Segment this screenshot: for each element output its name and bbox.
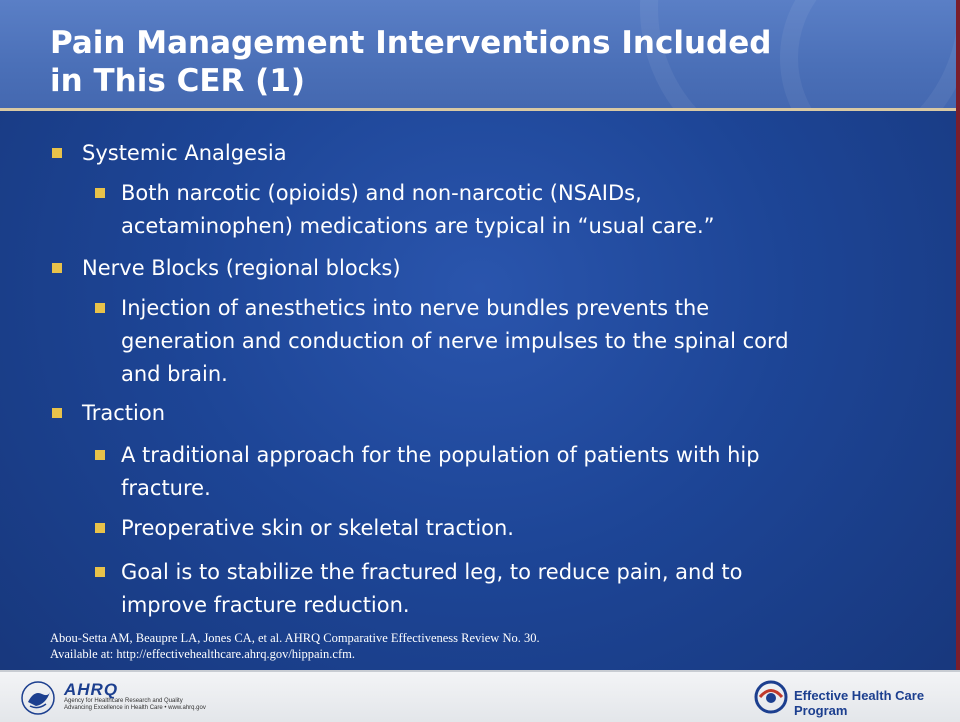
footer-bar <box>0 670 960 722</box>
bullet-text-line: acetaminophen) medications are typical in “usual care.” <box>121 214 715 238</box>
bullet-text: Traction <box>82 401 166 425</box>
list-item <box>121 512 514 545</box>
ahrq-name: AHRQ <box>64 680 119 699</box>
title-divider <box>0 108 960 111</box>
title-line-1: Pain Management Interventions Included <box>50 25 772 61</box>
ahrq-logo <box>64 681 206 712</box>
bullet-text-line: and brain. <box>121 362 228 386</box>
bullet-text-line: A traditional approach for the population of patients with hip <box>121 443 760 467</box>
list-item <box>82 252 401 285</box>
bullet-text-line: Preoperative skin or skeletal traction. <box>121 516 514 540</box>
square-bullet-icon <box>52 148 62 158</box>
list-item <box>82 137 287 170</box>
citation-line-2: Available at: http://effectivehealthcare.ahrq.gov/hippain.cfm. <box>50 647 355 661</box>
square-bullet-icon <box>52 408 62 418</box>
slide-edge <box>956 0 960 720</box>
square-bullet-icon <box>95 567 105 577</box>
ahrq-tagline-2: Advancing Excellence in Health Care • www.ahrq.gov <box>64 705 206 711</box>
square-bullet-icon <box>52 263 62 273</box>
list-item <box>121 439 760 505</box>
bullet-text-line: fracture. <box>121 476 211 500</box>
list-item <box>121 177 715 243</box>
page-title <box>50 24 910 100</box>
list-item <box>121 292 789 391</box>
bullet-text-line: Goal is to stabilize the fractured leg, to reduce pain, and to <box>121 560 743 584</box>
square-bullet-icon <box>95 303 105 313</box>
ahrq-tagline: Agency for Healthcare Research and Quality <box>64 698 183 704</box>
title-line-2: in This CER (1) <box>50 63 306 99</box>
bullet-text-line: Both narcotic (opioids) and non-narcotic (NSAIDs, <box>121 181 642 205</box>
bullet-text-line: Injection of anesthetics into nerve bundles prevents the <box>121 296 710 320</box>
ehc-swirl-icon <box>752 678 790 716</box>
square-bullet-icon <box>95 188 105 198</box>
bullet-text: Nerve Blocks (regional blocks) <box>82 256 401 280</box>
bullet-text: Systemic Analgesia <box>82 141 287 165</box>
square-bullet-icon <box>95 450 105 460</box>
list-item <box>121 556 742 622</box>
hhs-eagle-icon <box>18 680 58 716</box>
bullet-text-line: improve fracture reduction. <box>121 593 410 617</box>
bullet-text-line: generation and conduction of nerve impulses to the spinal cord <box>121 329 789 353</box>
list-item <box>82 397 165 430</box>
ehc-program-name: Effective Health Care Program <box>794 688 925 718</box>
citation-line-1: Abou-Setta AM, Beaupre LA, Jones CA, et al. AHRQ Comparative Effectiveness Review No. 30. <box>50 631 540 645</box>
square-bullet-icon <box>95 523 105 533</box>
citation <box>50 630 810 662</box>
